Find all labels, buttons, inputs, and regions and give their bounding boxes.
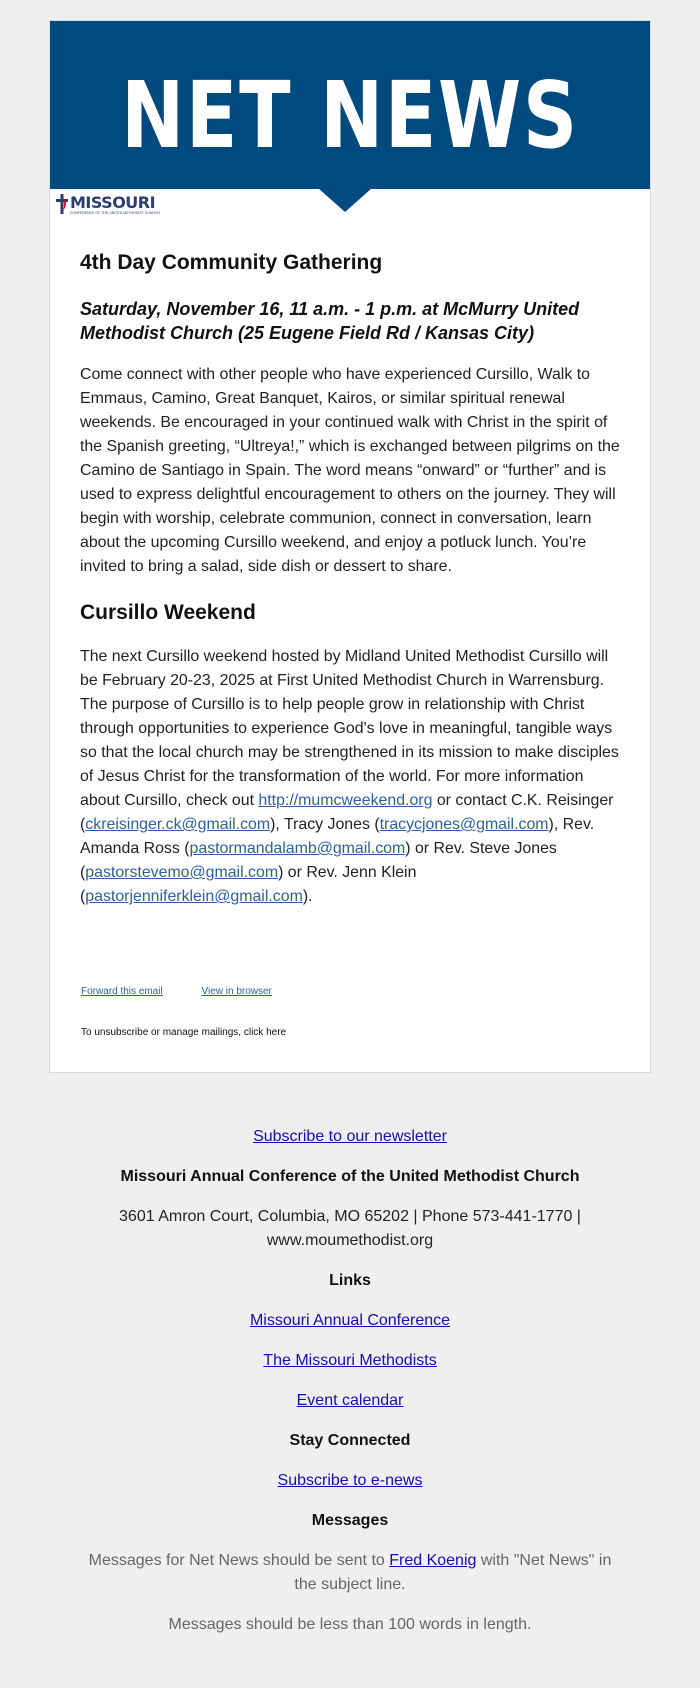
email-steve-link[interactable]: pastorstevemo@gmail.com — [85, 864, 279, 881]
address-block — [50, 1205, 650, 1253]
article2-title: Cursillo Weekend — [80, 601, 256, 624]
missouri-logo[interactable] — [56, 193, 160, 217]
messages-instructions — [80, 1549, 620, 1597]
article2-text: ), Tracy Jones ( — [270, 816, 380, 833]
forward-email-link[interactable]: Forward this email — [81, 986, 163, 997]
article2-text: The next Cursillo weekend hosted by Midland United Methodist Cursillo will be February 20-23, 2025 at First United Methodist Church in Warrensburg. The purpose of Cursillo is to help people grow in relationship with Christ through opportunities to experience God's love in meaningful, tangible ways so that the local church may be strengthened in its mission to make disciples of Jesus Christ for the transformation of the world. For more information about Cursillo, check out — [80, 648, 619, 809]
org-name: Missouri Annual Conference of the United Methodist Church — [120, 1168, 580, 1185]
subscribe-enews-link[interactable]: Subscribe to e-news — [277, 1472, 423, 1489]
cross-flame-icon — [56, 194, 68, 214]
article2-text: ). — [302, 888, 313, 905]
event-calendar-link[interactable]: Event calendar — [296, 1392, 404, 1409]
missouri-conference-link[interactable]: Missouri Annual Conference — [249, 1312, 451, 1329]
view-in-browser-link[interactable]: View in browser — [201, 986, 272, 997]
mumcweekend-link[interactable]: http://mumcweekend.org — [258, 792, 433, 809]
banner-notch — [318, 188, 372, 212]
email-amanda-link[interactable]: pastormandalamb@gmail.com — [189, 840, 406, 857]
card-footer-links — [81, 986, 308, 997]
address-text: 3601 Amron Court, Columbia, MO 65202 | Phone 573-441-1770 | — [119, 1208, 581, 1225]
page-footer — [50, 1125, 650, 1637]
messages-text: with "Net News" in the subject line. — [294, 1552, 612, 1593]
article2-text: or contact C.K. Reisinger ( — [80, 792, 614, 833]
email-jenn-link[interactable]: pastorjenniferklein@gmail.com — [85, 888, 303, 905]
article1-title: 4th Day Community Gathering — [80, 251, 383, 274]
fred-koenig-link[interactable]: Fred Koenig — [389, 1552, 477, 1569]
subscribe-newsletter-link[interactable]: Subscribe to our newsletter — [253, 1128, 447, 1145]
article2-text: ), Rev. Amanda Ross ( — [80, 816, 595, 857]
header-banner — [50, 21, 650, 189]
email-tracy-link[interactable]: tracycjones@gmail.com — [379, 816, 549, 833]
article-content — [80, 249, 620, 909]
unsubscribe-text[interactable]: To unsubscribe or manage mailings, click here — [81, 1027, 287, 1038]
missouri-methodists-link[interactable]: The Missouri Methodists — [263, 1352, 437, 1369]
website-text: www.moumethodist.org — [266, 1232, 434, 1249]
messages-text: Messages for Net News should be sent to — [88, 1552, 390, 1569]
messages-heading: Messages — [311, 1512, 389, 1529]
article1-subtitle: Saturday, November 16, 11 a.m. - 1 p.m. at McMurry United Methodist Church (25 Eugene Field Rd / Kansas City) — [80, 299, 580, 343]
messages-length-note: Messages should be less than 100 words in length. — [168, 1616, 532, 1633]
logo-word: MISSOURI — [70, 193, 156, 212]
stay-connected-heading: Stay Connected — [289, 1432, 411, 1449]
banner-title: NET NEWS — [121, 62, 579, 169]
article1-body: Come connect with other people who have experienced Cursillo, Walk to Emmaus, Camino, Great Banquet, Kairos, or similar spiritual renewal weekends. Be encouraged in your continued walk with Christ in the spirit of the Spanish greeting, “Ultreya!,” which is exchanged between pilgrims on the Camino de Santiago in Spain. The word means “onward” or “further” and is used to express delightful encouragement to others on the journey. They will begin with worship, celebrate communion, connect in conversation, learn about the upcoming Cursillo weekend, and enjoy a potluck lunch. You’re invited to bring a salad, side dish or dessert to share. — [80, 366, 620, 575]
links-heading: Links — [329, 1272, 371, 1289]
article2-text: ) or Rev. Jenn Klein ( — [80, 864, 417, 905]
article2-body — [80, 645, 620, 909]
email-ck-link[interactable]: ckreisinger.ck@gmail.com — [85, 816, 271, 833]
logo-tagline: CONFERENCE OF THE UNITED METHODIST CHURCH — [70, 211, 160, 215]
newsletter-card — [49, 20, 651, 1073]
article2-text: ) or Rev. Steve Jones ( — [80, 840, 557, 881]
